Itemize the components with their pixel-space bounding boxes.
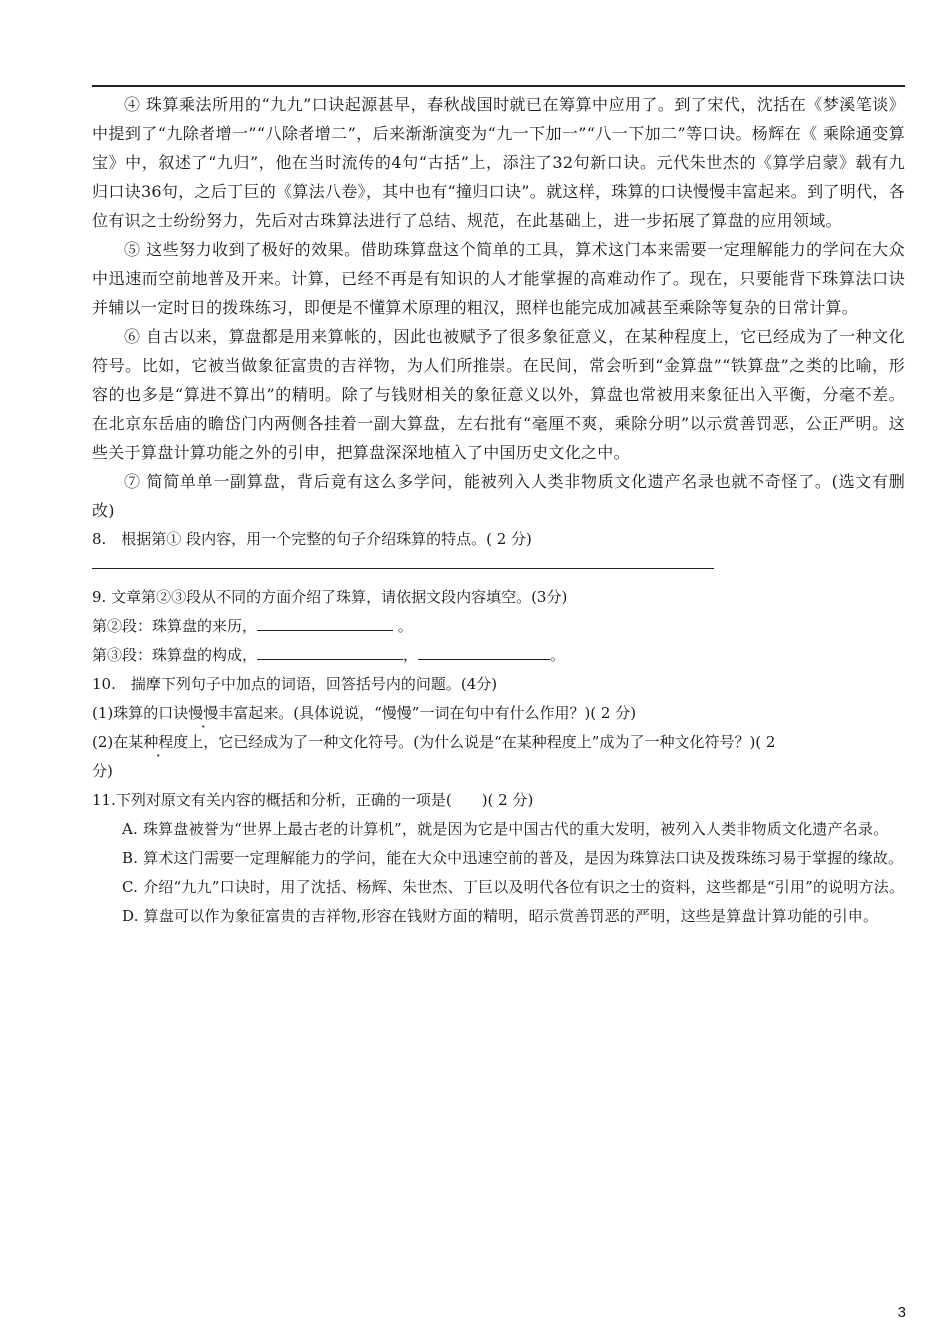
answer-line-8[interactable] — [92, 554, 714, 569]
question-9: 9. 文章第②③段从不同的方面介绍了珠算，请依据文段内容填空。(3分) — [92, 588, 568, 606]
question-9-part-a — [92, 612, 905, 641]
q10-2-pre: (2) — [92, 733, 114, 751]
paragraph-5: ⑤ 这些努力收到了极好的效果。借助珠算盘这个简单的工具，算术这门本来需要一定理解能力的学问在大众中迅速而空前地普及开来。计算，已经不再是有知识的人才能掌握的高难动作了。现在，只要能背下珠算法口诀并辅以一定时日的拨珠练习，即便是不懂算术原理的粗汉，照样也能完成加减甚至乘除等复杂的日常计算。 — [92, 240, 905, 317]
q10-2-dotted-word: 在某种程度上 · — [113, 733, 203, 751]
question-9-part-b — [92, 641, 905, 670]
paragraph-7: ⑦ 简简单单一副算盘，背后竟有这么多学问，能被列入人类非物质文化遗产名录也就不奇怪了。(选文有删改) — [92, 472, 905, 520]
q9-b-sep: ， — [403, 646, 419, 664]
q9-b-blank-1[interactable] — [257, 645, 403, 660]
header-rule — [92, 85, 905, 87]
question-10-1 — [92, 699, 905, 728]
page-number: 3 — [897, 1304, 906, 1321]
question-8: 8. 根据第① 段内容，用一个完整的句子介绍珠算的特点。( 2 分) — [92, 530, 532, 548]
question-10-2 — [92, 728, 905, 757]
q9-b-suffix: 。 — [550, 646, 566, 664]
question-10: 10. 揣摩下列句子中加点的词语，回答括号内的问题。(4分) — [92, 675, 498, 693]
paragraph-4: ④ 珠算乘法所用的“九九”口诀起源甚早，春秋战国时就已在筹算中应用了。到了宋代，沈括在《梦溪笔谈》中提到了“九除者增一”“八除者增二”，后来渐渐演变为“九一下加一”“八一下加二”等口诀。杨辉在《 乘除通变算宝》中，叙述了“九归”，他在当时流传的4句“古括”上，添注了32句新口诀。元代朱世杰的《算学启蒙》载有九归口诀36句，之后丁巨的《算法八卷》，其中也有“撞归口诀”。就这样，珠算的口诀慢慢丰富起来。到了明代，各位有识之士纷纷努力，先后对古珠算法进行了总结、规范，在此基础上，进一步拓展了算盘的应用领域。 — [92, 95, 905, 230]
option-b: B. 算术这门需要一定理解能力的学问，能在大众中迅速空前的普及，是因为珠算法口诀及拨珠练习易于掌握的缘故。 — [122, 849, 904, 867]
paragraph-6: ⑥ 自古以来，算盘都是用来算帐的，因此也被赋予了很多象征意义，在某种程度上，它已经成为了一种文化符号。比如，它被当做象征富贵的吉祥物，为人们所推崇。在民间，常会听到“金算盘”“铁算盘”之类的比喻，形容的也多是“算进不算出”的精明。除了与钱财相关的象征意义以外，算盘也常被用来象征出入平衡，分毫不差。在北京东岳庙的瞻岱门内两侧各挂着一副大算盘，左右批有“毫厘不爽，乘除分明”以示赏善罚恶，公正严明。这些关于算盘计算功能之外的引申，把算盘深深地植入了中国历史文化之中。 — [92, 327, 905, 462]
q9-a-suffix: 。 — [393, 617, 413, 635]
option-a: A. 珠算盘被誉为“世界上最古老的计算机”，就是因为它是中国古代的重大发明，被列入人类非物质文化遗产名录。 — [122, 820, 889, 838]
q10-1-pre: (1)珠算的口诀 — [92, 704, 189, 722]
q9-a-blank[interactable] — [257, 616, 393, 631]
q9-b-blank-2[interactable] — [418, 645, 550, 660]
q9-b-label: 第③段：珠算盘的构成， — [92, 646, 258, 664]
question-11: 11.下列对原文有关内容的概括和分析，正确的一项是( )( 2 分) — [92, 791, 534, 809]
option-d: D. 算盘可以作为象征富贵的吉祥物,形容在钱财方面的精明，昭示赏善罚恶的严明，这些是算盘计算功能的引申。 — [122, 907, 879, 925]
q10-2-post: ，它已经成为了一种文化符号。(为什么说是“在某种程度上”成为了一种文化符号？)( 2 — [203, 733, 776, 751]
q10-1-post: 丰富起来。(具体说说，“慢慢”一词在句中有什么作用？)( 2 分) — [218, 704, 637, 722]
option-c: C. 介绍“九九”口诀时，用了沈括、杨辉、朱世杰、丁巨以及明代各位有识之士的资料，这些都是“引用”的说明方法。 — [122, 878, 905, 896]
q10-1-dotted-word: 慢慢 — [188, 704, 219, 722]
question-10-2-tail: 分) — [92, 762, 113, 780]
document-body — [92, 90, 905, 931]
q9-a-label: 第②段：珠算盘的来历， — [92, 617, 258, 635]
